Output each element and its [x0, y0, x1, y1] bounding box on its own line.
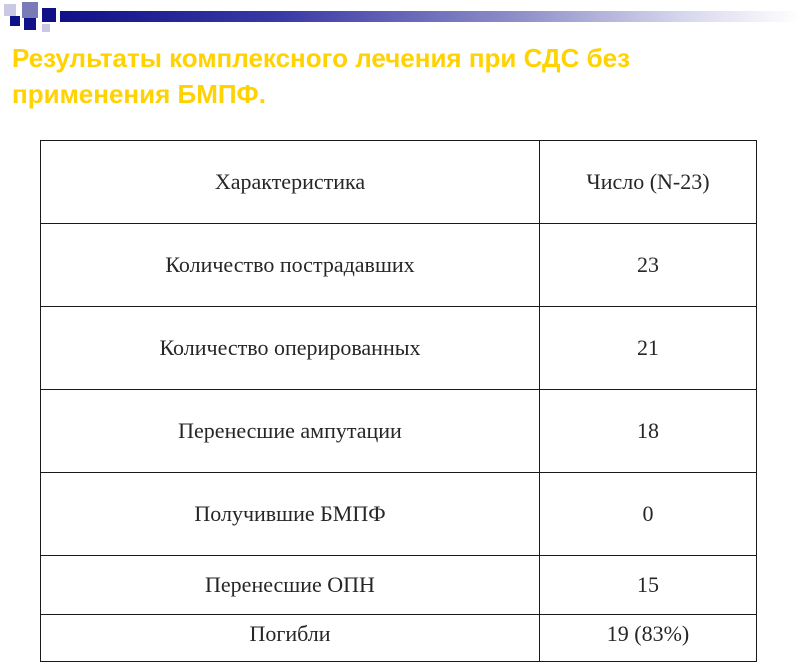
row-value: 23: [540, 224, 757, 307]
slide-decoration: [0, 0, 800, 40]
slide-title: Результаты комплексного лечения при СДС без применения БМПФ.: [12, 43, 631, 109]
decor-square: [22, 2, 38, 18]
table-row: [41, 473, 757, 556]
table-row: [41, 390, 757, 473]
row-label: Получившие БМПФ: [41, 473, 540, 556]
row-value: 15: [540, 556, 757, 615]
table-row: [41, 224, 757, 307]
results-table: [40, 140, 757, 662]
decor-square: [42, 24, 50, 32]
row-value: 0: [540, 473, 757, 556]
table-row: [41, 307, 757, 390]
decor-square: [4, 4, 16, 16]
table-row: [41, 615, 757, 662]
decor-square: [42, 8, 56, 22]
row-label: Перенесшие ОПН: [41, 556, 540, 615]
row-value: 19 (83%): [540, 615, 757, 662]
decor-square: [24, 18, 36, 30]
row-label: Количество пострадавших: [41, 224, 540, 307]
table-header-cell: Число (N-23): [540, 141, 757, 224]
table-header-row: [41, 141, 757, 224]
table-header-cell: Характеристика: [41, 141, 540, 224]
title-gradient-bar: [60, 11, 800, 22]
row-value: 21: [540, 307, 757, 390]
row-label: Количество оперированных: [41, 307, 540, 390]
row-label: Перенесшие ампутации: [41, 390, 540, 473]
table-row: [41, 556, 757, 615]
decor-square: [10, 16, 20, 26]
row-label: Погибли: [41, 615, 540, 662]
row-value: 18: [540, 390, 757, 473]
